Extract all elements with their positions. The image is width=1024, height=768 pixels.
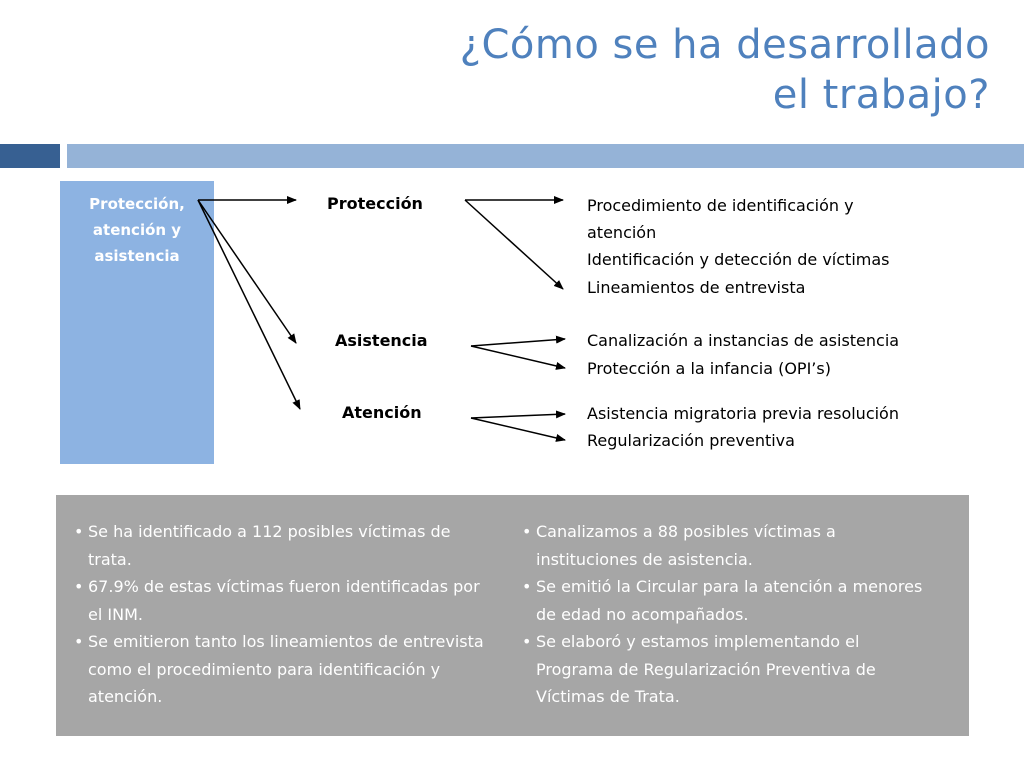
summary-bullet: • Se ha identificado a 112 posibles víctimas de trata. <box>74 518 484 573</box>
arrow-atencion-2 <box>471 418 565 440</box>
arrow-atencion-1 <box>471 414 565 418</box>
asistencia-item: Protección a la infancia (OPI’s) <box>587 359 831 378</box>
arrow-asistencia-2 <box>471 346 565 368</box>
summary-bullet: • Se emitió la Circular para la atención a menores de edad no acompañados. <box>522 573 932 628</box>
arrow-to-asistencia <box>198 200 296 343</box>
proteccion-item: Lineamientos de entrevista <box>587 278 806 297</box>
summary-bullet: • Se emitieron tanto los lineamientos de entrevista como el procedimiento para identificación y atención. <box>74 628 484 711</box>
summary-bullet: • Se elaboró y estamos implementando el Programa de Regularización Preventiva de Víctimas de Trata. <box>522 628 932 711</box>
summary-left-column <box>74 518 484 711</box>
title-line-2: el trabajo? <box>772 72 990 118</box>
arrow-asistencia-1 <box>471 339 565 346</box>
category-asistencia: Asistencia <box>335 331 428 350</box>
atencion-item: Regularización preventiva <box>587 431 795 450</box>
title-line-1: ¿Cómo se ha desarrollado <box>459 22 990 68</box>
proteccion-item: atención <box>587 223 657 242</box>
atencion-item: Asistencia migratoria previa resolución <box>587 404 899 423</box>
category-proteccion: Protección <box>327 194 423 213</box>
arrow-proteccion-2 <box>465 200 563 289</box>
summary-right-column <box>522 518 932 711</box>
category-atencion: Atención <box>342 403 422 422</box>
left-category-label: Protección, atención y asistencia <box>89 195 185 265</box>
arrow-to-atencion <box>198 200 300 409</box>
proteccion-item: Procedimiento de identificación y <box>587 196 854 215</box>
summary-bullet: • 67.9% de estas víctimas fueron identificadas por el INM. <box>74 573 484 628</box>
summary-bullet: • Canalizamos a 88 posibles víctimas a instituciones de asistencia. <box>522 518 932 573</box>
asistencia-item: Canalización a instancias de asistencia <box>587 331 900 350</box>
proteccion-item: Identificación y detección de víctimas <box>587 250 890 269</box>
